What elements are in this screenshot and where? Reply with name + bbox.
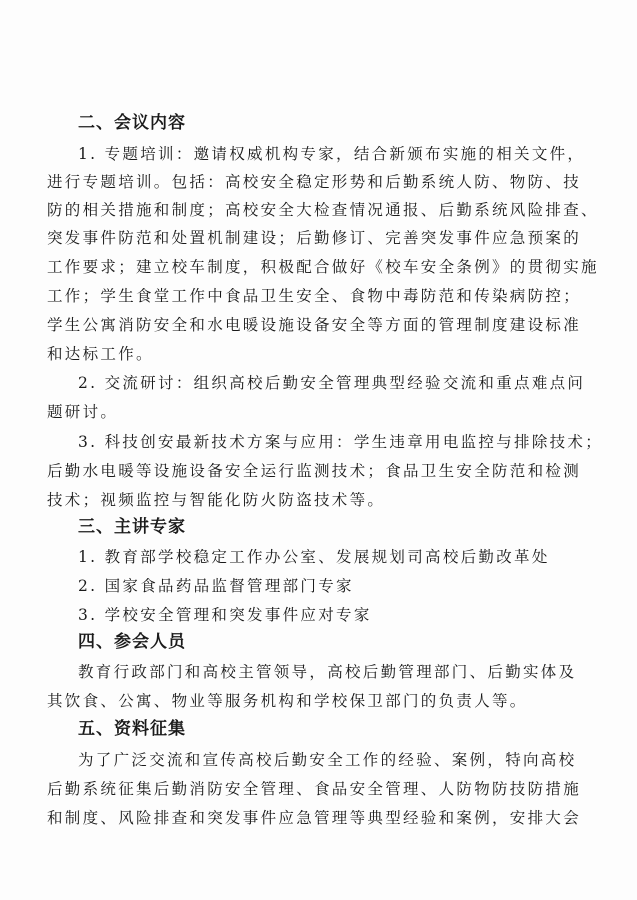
list-item: 2. 国家食品药品监督管理部门专家 [78, 577, 354, 595]
section-heading-materials: 五、资料征集 [78, 719, 186, 739]
paragraph-line: 和达标工作。 [47, 345, 154, 363]
section-heading-experts: 三、主讲专家 [78, 517, 186, 537]
section-heading-meeting-content: 二、会议内容 [78, 113, 186, 133]
paragraph-line: 进行专题培训。包括：高校安全稳定形势和后勤系统人防、物防、技 [47, 173, 582, 191]
paragraph-line: 学生公寓消防安全和水电暖设施设备安全等方面的管理制度建设标准 [47, 316, 582, 334]
paragraph-line: 工作要求；建立校车制度，积极配合做好《校车安全条例》的贯彻实施 [47, 258, 599, 276]
paragraph-line: 工作；学生食堂工作中食品卫生安全、食物中毒防范和传染病防控； [47, 287, 582, 305]
paragraph-line: 防的相关措施和制度；高校安全大检查情况通报、后勤系统风险排查、 [47, 201, 599, 219]
paragraph-line: 和制度、风险排查和突发事件应急管理等典型经验和案例，安排大会 [47, 809, 582, 827]
paragraph-line: 教育行政部门和高校主管领导，高校后勤管理部门、后勤实体及 [78, 663, 577, 681]
section-heading-attendees: 四、参会人员 [78, 632, 186, 652]
paragraph-line: 后勤水电暖等设施设备安全运行监测技术；食品卫生安全防范和检测 [47, 462, 582, 480]
list-item: 1. 教育部学校稳定工作办公室、发展规划司高校后勤改革处 [78, 548, 550, 566]
list-item: 3. 学校安全管理和突发事件应对专家 [78, 606, 372, 624]
paragraph-line: 突发事件防范和处置机制建设；后勤修订、完善突发事件应急预案的 [47, 229, 582, 247]
paragraph-line: 3. 科技创安最新技术方案与应用：学生违章用电监控与排除技术； [78, 433, 604, 451]
paragraph-line: 技术；视频监控与智能化防火防盗技术等。 [47, 491, 386, 509]
paragraph-line: 后勤系统征集后勤消防安全管理、食品安全管理、人防物防技防措施 [47, 780, 582, 798]
paragraph-line: 为了广泛交流和宣传高校后勤安全工作的经验、案例，特向高校 [78, 751, 577, 769]
paragraph-line: 1. 专题培训：邀请权威机构专家，结合新颁布实施的相关文件， [78, 145, 586, 163]
paragraph-line: 其饮食、公寓、物业等服务机构和学校保卫部门的负责人等。 [47, 692, 528, 710]
paragraph-line: 题研讨。 [47, 403, 119, 421]
paragraph-line: 2. 交流研讨：组织高校后勤安全管理典型经验交流和重点难点问 [78, 374, 586, 392]
